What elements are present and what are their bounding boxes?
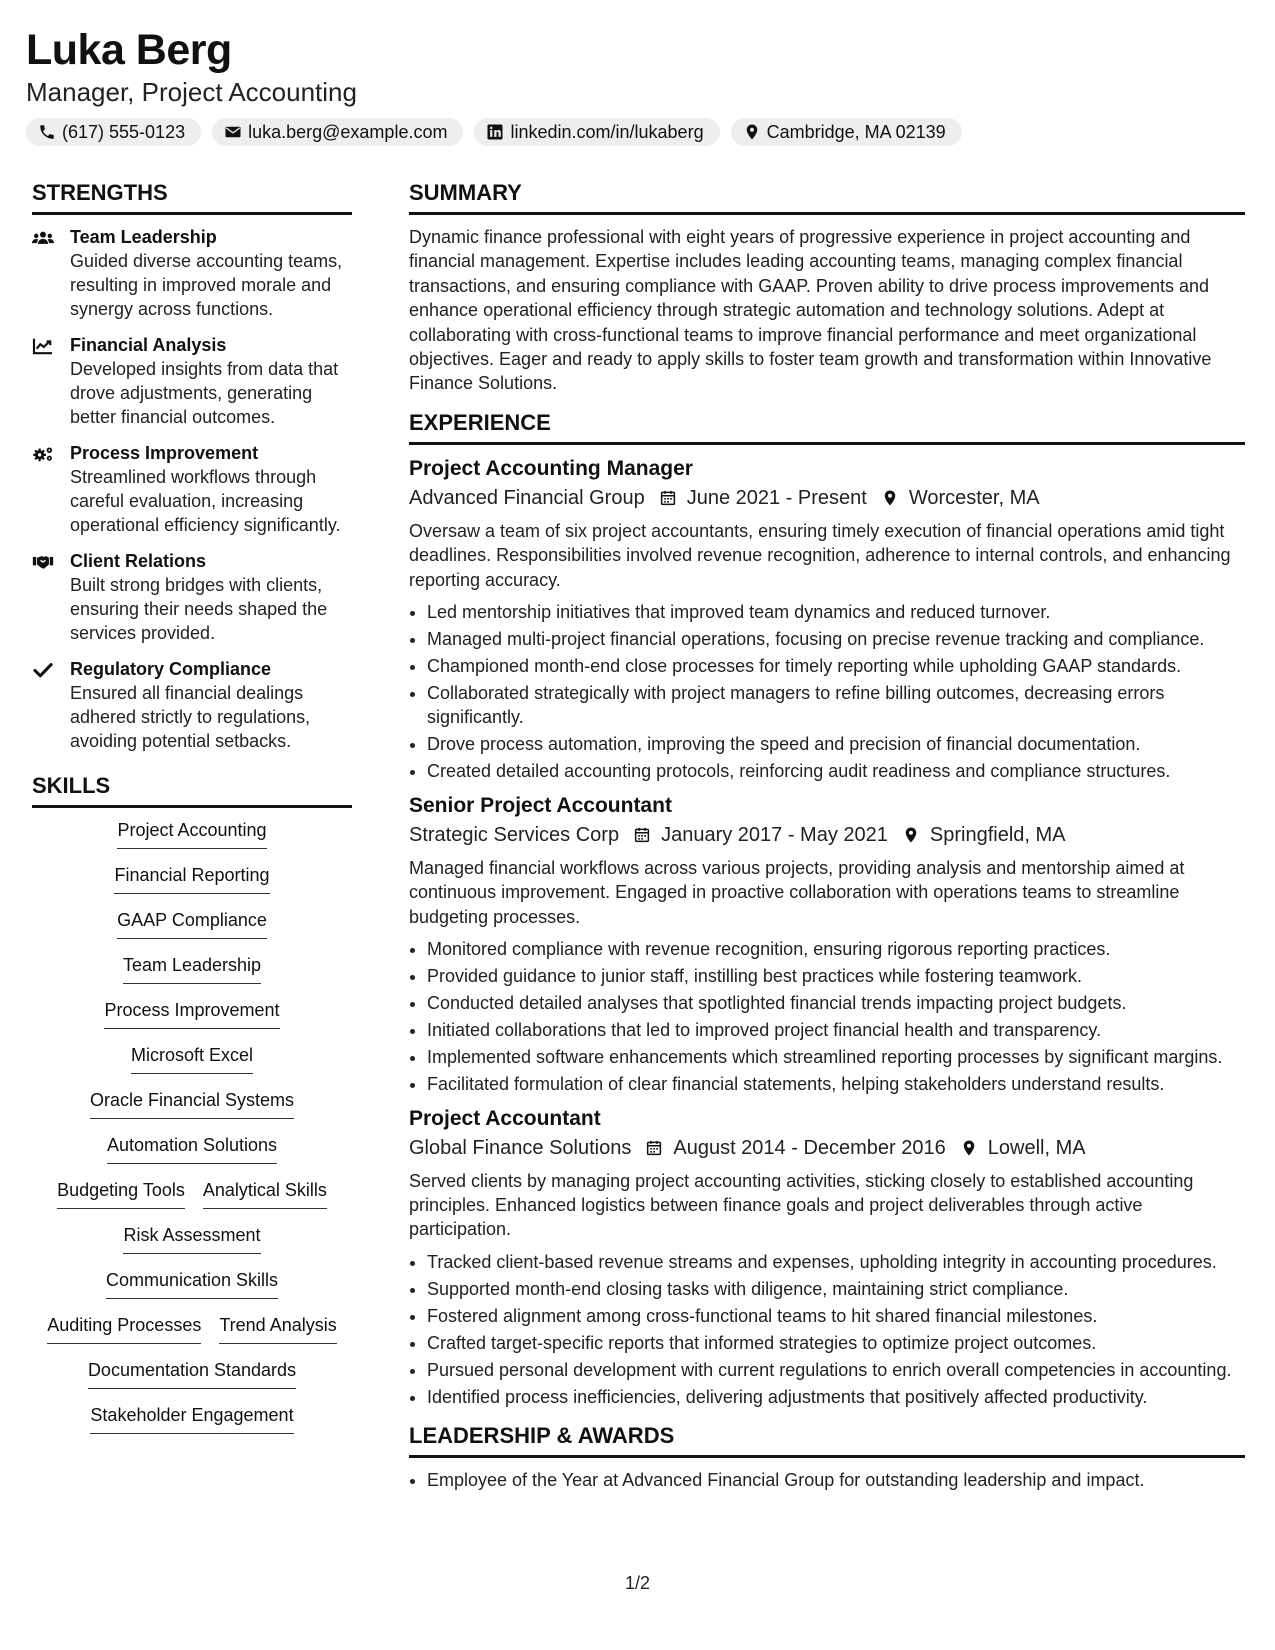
job-bullet: • Provided guidance to junior staff, instilling best practices while fostering teamwork. <box>427 964 1245 988</box>
contact-bar <box>26 118 1245 146</box>
job-company: Global Finance Solutions <box>409 1136 632 1159</box>
skill-tag: Oracle Financial Systems <box>90 1088 294 1119</box>
skill-tag: Financial Reporting <box>114 863 269 894</box>
skill-tag: Process Improvement <box>104 998 279 1029</box>
candidate-name: Luka Berg <box>26 26 232 74</box>
skill-row <box>32 1268 352 1313</box>
job-company: Advanced Financial Group <box>409 486 645 509</box>
job-entry <box>409 455 1245 784</box>
skill-row <box>32 1313 352 1358</box>
skill-row <box>32 1223 352 1268</box>
phone-icon <box>38 123 56 141</box>
skill-tag: Trend Analysis <box>219 1313 336 1344</box>
resume-header <box>26 24 1245 146</box>
job-bullet: • Created detailed accounting protocols, reinforcing audit readiness and compliance structures. <box>427 759 1245 783</box>
skill-tag: Project Accounting <box>117 818 266 849</box>
job-location: Lowell, MA <box>987 1136 1086 1159</box>
skill-tag: Communication Skills <box>106 1268 278 1299</box>
job-bullet: • Identified process inefficiencies, delivering adjustments that positively affected productivity. <box>427 1385 1245 1409</box>
email-icon <box>224 123 242 141</box>
job-company: Strategic Services Corp <box>409 823 620 846</box>
job-meta <box>409 820 1245 850</box>
strength-title: Financial Analysis <box>70 335 227 355</box>
job-bullet: • Drove process automation, improving the speed and precision of financial documentation. <box>427 732 1245 756</box>
skill-row <box>32 1043 352 1088</box>
job-location: Springfield, MA <box>929 823 1066 846</box>
job-bullet: • Supported month-end closing tasks with diligence, maintaining strict compliance. <box>427 1277 1245 1301</box>
awards-list <box>409 1468 1245 1492</box>
summary-text: Dynamic finance professional with eight years of progressive experience in project accounting and financial management. Expertise includes leading accounting teams, managing complex financial transactions, and ensuring compliance with GAAP. Proven ability to drive process improvements and enhance operational efficiency through strategic automation and technology solutions. Adept at collaborating with cross-functional teams to improve financial performance and meet organizational objectives. Eager and ready to apply skills to foster team growth and transformation within Innovative Finance Solutions. <box>409 227 1212 394</box>
job-bullet: • Implemented software enhancements which streamlined reporting processes by significant margins. <box>427 1045 1245 1069</box>
gears-icon <box>32 445 54 463</box>
strength-item <box>32 657 352 753</box>
job-bullet: • Facilitated formulation of clear financial statements, helping stakeholders understand results. <box>427 1072 1245 1096</box>
job-description: Managed financial workflows across various projects, providing analysis and mentorship aimed at continuous improvement. Engaged in proactive collaboration with operations teams to streamline budgeting processes. <box>409 857 1185 927</box>
strength-item <box>32 225 352 321</box>
contact-linkedin[interactable] <box>474 118 719 146</box>
checkmark-icon <box>32 661 54 679</box>
contact-location <box>731 118 962 146</box>
calendar-icon <box>633 825 651 845</box>
team-icon <box>32 229 54 247</box>
job-entry <box>409 792 1245 1097</box>
job-bullets <box>409 600 1245 784</box>
strength-item <box>32 549 352 645</box>
linkedin-icon <box>486 123 504 141</box>
strength-title: Team Leadership <box>70 227 217 247</box>
left-column <box>32 180 352 1448</box>
skill-tag: Documentation Standards <box>88 1358 296 1389</box>
job-title: Project Accounting Manager <box>409 456 693 480</box>
award-item: • Employee of the Year at Advanced Financial Group for outstanding leadership and impact. <box>427 1468 1245 1492</box>
skill-row <box>32 1088 352 1133</box>
job-bullet: • Initiated collaborations that led to improved project financial health and transparency. <box>427 1018 1245 1042</box>
location-pin-icon <box>960 1138 978 1158</box>
skill-row <box>32 998 352 1043</box>
job-title: Senior Project Accountant <box>409 793 672 817</box>
job-dates: June 2021 - Present <box>686 486 867 509</box>
skill-row <box>32 863 352 908</box>
skill-row <box>32 1133 352 1178</box>
skill-row <box>32 1358 352 1403</box>
contact-linkedin-text: linkedin.com/in/lukaberg <box>510 121 704 142</box>
job-bullets <box>409 1250 1245 1409</box>
skill-tag: Microsoft Excel <box>131 1043 253 1074</box>
job-bullet: • Fostered alignment among cross-functional teams to hit shared financial milestones. <box>427 1304 1245 1328</box>
skill-row <box>32 818 352 863</box>
right-column <box>409 180 1245 1501</box>
strength-desc: Developed insights from data that drove adjustments, generating better financial outcomes. <box>70 359 339 427</box>
job-bullet: • Led mentorship initiatives that improved team dynamics and reduced turnover. <box>427 600 1245 624</box>
strength-title: Client Relations <box>70 551 207 571</box>
calendar-icon <box>645 1138 663 1158</box>
job-bullet: • Crafted target-specific reports that informed strategies to optimize project outcomes. <box>427 1331 1245 1355</box>
candidate-title: Manager, Project Accounting <box>26 77 357 107</box>
skills-list <box>32 818 352 1448</box>
skill-tag: Analytical Skills <box>203 1178 327 1209</box>
strength-desc: Guided diverse accounting teams, resulting in improved morale and synergy across functions. <box>70 251 343 319</box>
contact-phone-text: (617) 555-0123 <box>62 121 186 142</box>
job-bullet: • Championed month-end close processes for timely reporting while upholding GAAP standards. <box>427 654 1245 678</box>
strength-desc: Streamlined workflows through careful evaluation, increasing operational efficiency significantly. <box>70 467 341 535</box>
strength-desc: Built strong bridges with clients, ensuring their needs shaped the services provided. <box>70 575 328 643</box>
job-bullets <box>409 937 1245 1096</box>
skill-tag: GAAP Compliance <box>117 908 267 939</box>
skill-row <box>32 1403 352 1448</box>
job-description: Oversaw a team of six project accountants, ensuring timely execution of financial operations amid tight deadlines. Responsibilities involved revenue recognition, adherence to internal controls, and enhancing reporting accuracy. <box>409 520 1231 590</box>
contact-location-text: Cambridge, MA 02139 <box>766 121 946 142</box>
job-title: Project Accountant <box>409 1106 601 1130</box>
page-number: 1/2 <box>624 1573 651 1593</box>
contact-email-text: luka.berg@example.com <box>248 121 448 142</box>
job-bullet: • Pursued personal development with current regulations to enrich overall competencies in accounting. <box>427 1358 1245 1382</box>
job-meta <box>409 483 1245 513</box>
contact-phone[interactable] <box>26 118 201 146</box>
location-pin-icon <box>743 123 761 141</box>
experience-heading: EXPERIENCE <box>409 410 1245 445</box>
strength-title: Process Improvement <box>70 443 259 463</box>
skill-row <box>32 908 352 953</box>
skills-heading: SKILLS <box>32 773 352 808</box>
summary-heading: SUMMARY <box>409 180 1245 215</box>
job-bullet: • Tracked client-based revenue streams and expenses, upholding integrity in accounting procedures. <box>427 1250 1245 1274</box>
job-meta <box>409 1133 1245 1163</box>
handshake-icon <box>32 553 54 571</box>
location-pin-icon <box>881 488 899 508</box>
awards-heading: LEADERSHIP & AWARDS <box>409 1423 1245 1458</box>
job-bullet: • Managed multi-project financial operations, focusing on precise revenue tracking and compliance. <box>427 627 1245 651</box>
skill-row <box>32 953 352 998</box>
job-bullet: • Conducted detailed analyses that spotlighted financial trends impacting project budgets. <box>427 991 1245 1015</box>
experience-list <box>409 455 1245 1409</box>
job-entry <box>409 1105 1245 1410</box>
strength-item <box>32 441 352 537</box>
strengths-heading: STRENGTHS <box>32 180 352 215</box>
calendar-icon <box>659 488 677 508</box>
location-pin-icon <box>902 825 920 845</box>
job-bullet: • Collaborated strategically with project managers to refine billing outcomes, decreasing errors significantly. <box>427 681 1245 730</box>
skill-row <box>32 1178 352 1223</box>
job-location: Worcester, MA <box>908 486 1040 509</box>
strength-item <box>32 333 352 429</box>
skill-tag: Budgeting Tools <box>57 1178 185 1209</box>
contact-email[interactable] <box>212 118 463 146</box>
skill-tag: Stakeholder Engagement <box>90 1403 293 1434</box>
skill-tag: Risk Assessment <box>123 1223 260 1254</box>
job-dates: August 2014 - December 2016 <box>673 1136 946 1159</box>
job-description: Served clients by managing project accounting activities, sticking closely to established accounting principles. Enhanced logistics between finance goals and project deliverables through active participation. <box>409 1170 1194 1240</box>
job-dates: January 2017 - May 2021 <box>661 823 888 846</box>
skill-tag: Automation Solutions <box>107 1133 277 1164</box>
strength-desc: Ensured all financial dealings adhered strictly to regulations, avoiding potential setbacks. <box>70 683 311 751</box>
strength-title: Regulatory Compliance <box>70 659 272 679</box>
skill-tag: Auditing Processes <box>47 1313 201 1344</box>
skill-tag: Team Leadership <box>123 953 261 984</box>
job-bullet: • Monitored compliance with revenue recognition, ensuring rigorous reporting practices. <box>427 937 1245 961</box>
chart-line-icon <box>32 337 54 355</box>
